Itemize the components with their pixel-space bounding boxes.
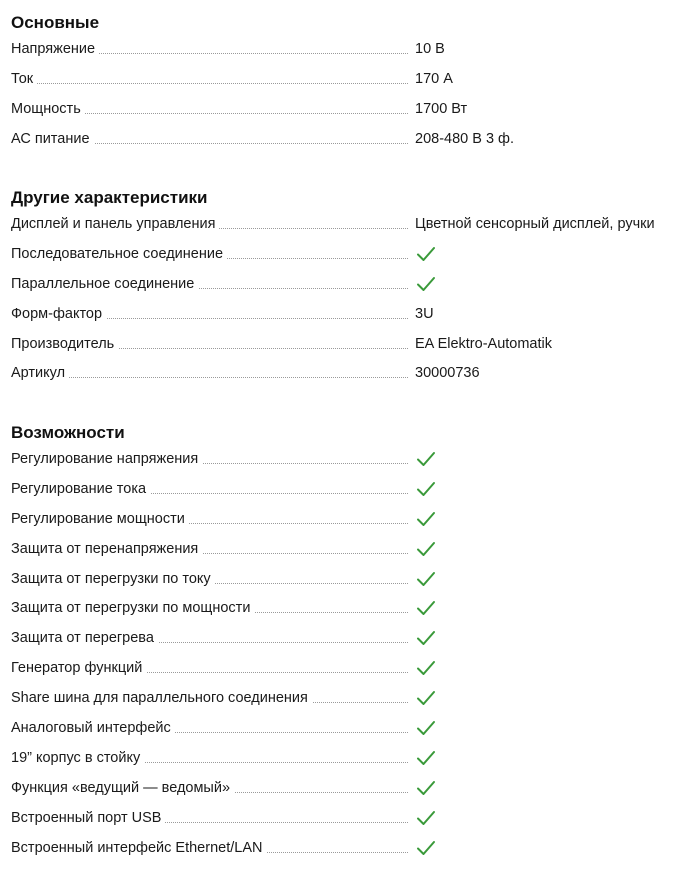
section-title: Основные: [11, 13, 100, 32]
spec-label: Регулирование напряжения: [11, 450, 202, 468]
checkmark-icon: [416, 660, 436, 676]
spec-row: [11, 94, 679, 124]
spec-row: [11, 209, 679, 239]
spec-value: Цветной сенсорный дисплей, ручки: [415, 216, 655, 232]
spec-label: Мощность: [11, 100, 85, 118]
spec-label: Встроенный порт USB: [11, 809, 165, 827]
section-main: [11, 12, 679, 154]
spec-row: [11, 239, 679, 269]
section-title: Возможности: [11, 423, 125, 442]
spec-label: Защита от перегрузки по мощности: [11, 599, 254, 617]
spec-label: Дисплей и панель управления: [11, 215, 219, 233]
checkmark-icon: [416, 780, 436, 796]
spec-label: Напряжение: [11, 40, 99, 58]
checkmark-icon: [416, 720, 436, 736]
spec-row: [11, 593, 679, 623]
checkmark-icon: [416, 481, 436, 497]
spec-label: Регулирование мощности: [11, 510, 189, 528]
spec-row: [11, 653, 679, 683]
spec-label: Производитель: [11, 335, 118, 353]
checkmark-icon: [416, 451, 436, 467]
spec-row: [11, 64, 679, 94]
spec-row: [11, 743, 679, 773]
spec-row: [11, 504, 679, 534]
spec-label: Share шина для параллельного соединения: [11, 689, 312, 707]
spec-row: [11, 124, 679, 154]
spec-label: Параллельное соединение: [11, 275, 198, 293]
spec-row: [11, 683, 679, 713]
spec-value: 1700 Вт: [415, 100, 468, 117]
spec-row: [11, 564, 679, 594]
spec-label: Функция «ведущий — ведомый»: [11, 779, 234, 797]
checkmark-icon: [416, 571, 436, 587]
spec-row: [11, 444, 679, 474]
checkmark-icon: [416, 541, 436, 557]
spec-row: [11, 269, 679, 299]
spec-row: [11, 713, 679, 743]
spec-label: Защита от перегрева: [11, 629, 158, 647]
spec-value: 3U: [415, 305, 434, 322]
checkmark-icon: [416, 810, 436, 826]
spec-row: [11, 329, 679, 359]
spec-label: Аналоговый интерфейс: [11, 719, 175, 737]
spec-label: Форм-фактор: [11, 305, 106, 323]
dotted-leader: [11, 377, 408, 378]
checkmark-icon: [416, 511, 436, 527]
spec-value: 30000736: [415, 365, 480, 382]
spec-label: Генератор функций: [11, 659, 146, 677]
spec-value: 208-480 В 3 ф.: [415, 130, 514, 147]
spec-label: Защита от перенапряжения: [11, 540, 202, 558]
checkmark-icon: [416, 840, 436, 856]
spec-row: [11, 299, 679, 329]
section-other-characteristics: [11, 187, 679, 388]
spec-row: [11, 474, 679, 504]
spec-value: EA Elektro-Automatik: [415, 335, 552, 352]
spec-label: АС питание: [11, 130, 94, 148]
checkmark-icon: [416, 630, 436, 646]
spec-label: Последовательное соединение: [11, 245, 227, 263]
checkmark-icon: [416, 690, 436, 706]
spec-row: [11, 833, 679, 863]
spec-label: Ток: [11, 70, 37, 88]
section-features: [11, 422, 679, 862]
checkmark-icon: [416, 276, 436, 292]
checkmark-icon: [416, 246, 436, 262]
spec-value: 10 В: [415, 41, 445, 57]
section-title: Другие характеристики: [11, 188, 208, 207]
checkmark-icon: [416, 600, 436, 616]
spec-row: [11, 773, 679, 803]
spec-row: [11, 534, 679, 564]
dotted-leader: [11, 83, 408, 84]
spec-row: [11, 803, 679, 833]
spec-label: Защита от перегрузки по току: [11, 570, 215, 588]
checkmark-icon: [416, 750, 436, 766]
spec-label: Встроенный интерфейс Ethernet/LAN: [11, 839, 266, 857]
spec-value: 170 А: [415, 70, 453, 87]
spec-label: 19” корпус в стойку: [11, 749, 144, 767]
spec-row: [11, 623, 679, 653]
spec-label: Артикул: [11, 364, 69, 382]
spec-label: Регулирование тока: [11, 480, 150, 498]
spec-row: [11, 34, 679, 64]
spec-row: [11, 358, 679, 388]
